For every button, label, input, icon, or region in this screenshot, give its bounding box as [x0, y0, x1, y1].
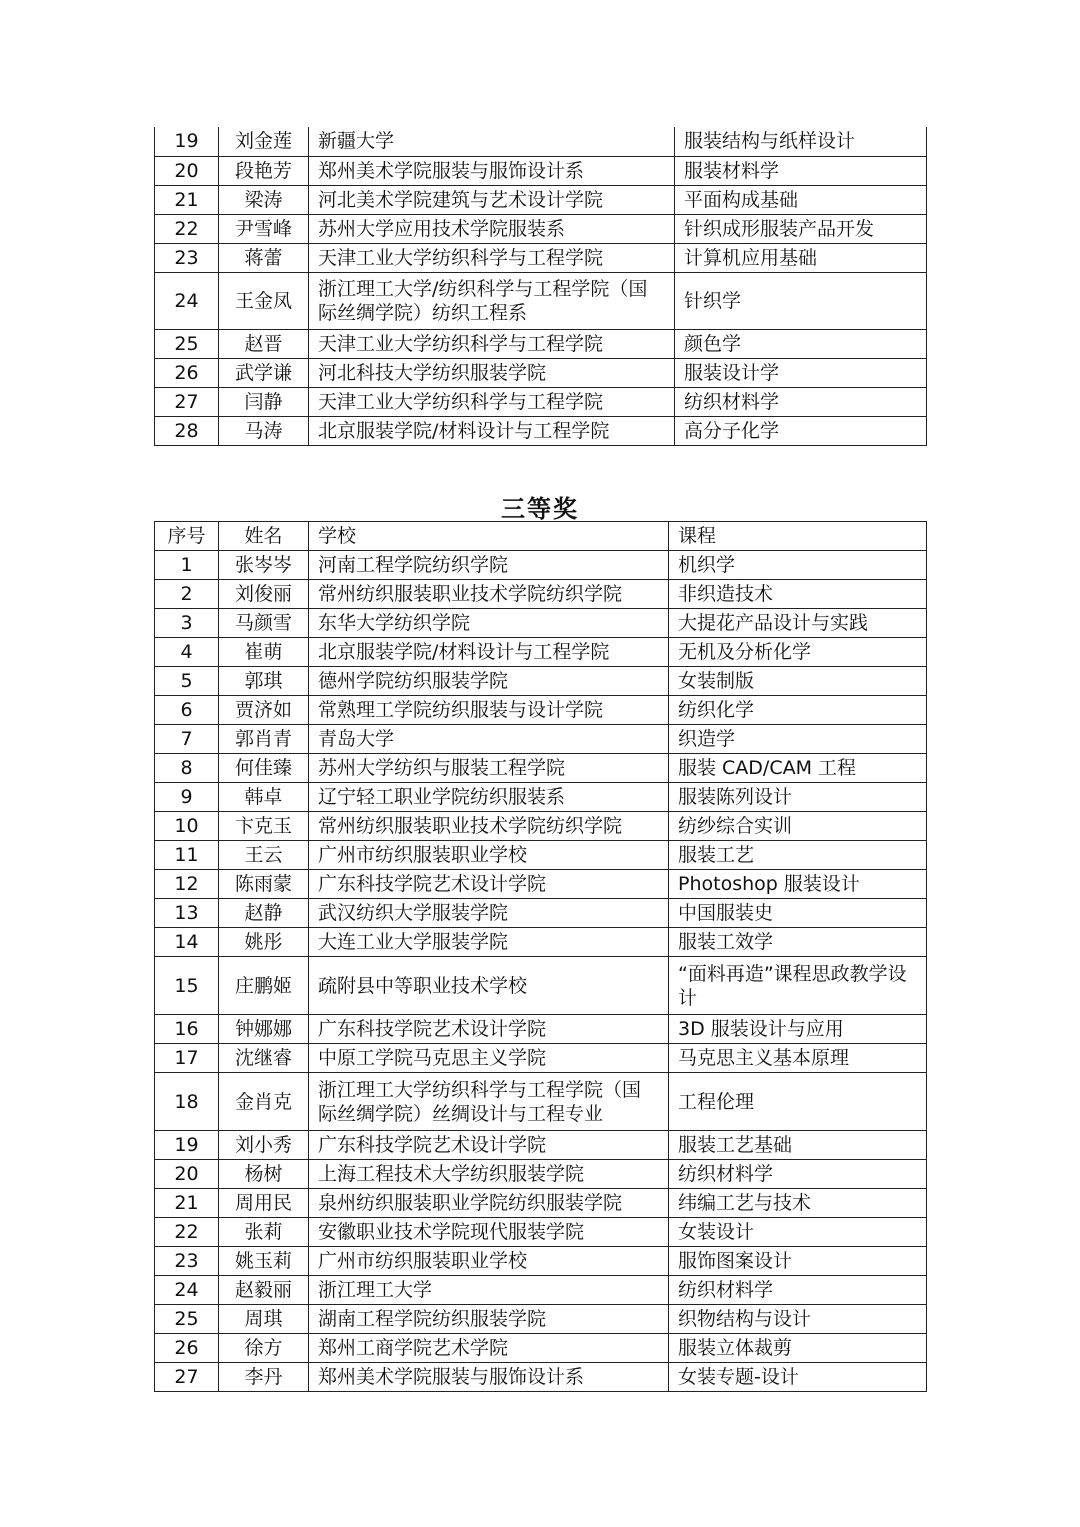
table-row [155, 928, 927, 957]
row-number: 25 [155, 1305, 219, 1334]
row-school: 广东科技学院艺术设计学院 [309, 870, 669, 899]
row-name: 王金凤 [219, 272, 309, 329]
row-school: 广州市纺织服装职业学校 [309, 1247, 669, 1276]
row-number: 23 [155, 243, 219, 272]
table-row [155, 214, 927, 243]
row-name: 武学谦 [219, 358, 309, 387]
row-school: 天津工业大学纺织科学与工程学院 [309, 243, 675, 272]
row-number: 21 [155, 185, 219, 214]
row-school: 青岛大学 [309, 725, 669, 754]
table-row [155, 243, 927, 272]
row-number: 22 [155, 1218, 219, 1247]
row-name: 王云 [219, 841, 309, 870]
row-number: 2 [155, 580, 219, 609]
row-name: 金肖克 [219, 1073, 309, 1131]
row-course: 机织学 [669, 551, 927, 580]
row-number: 13 [155, 899, 219, 928]
header-course: 课程 [669, 522, 927, 551]
row-name: 何佳臻 [219, 754, 309, 783]
row-course: 大提花产品设计与实践 [669, 609, 927, 638]
row-school: 安徽职业技术学院现代服装学院 [309, 1218, 669, 1247]
row-name: 贾济如 [219, 696, 309, 725]
table-row [155, 1305, 927, 1334]
table-row [155, 696, 927, 725]
third-prize-table [154, 521, 927, 1392]
row-number: 19 [155, 127, 219, 156]
row-number: 16 [155, 1015, 219, 1044]
row-school: 苏州大学应用技术学院服装系 [309, 214, 675, 243]
row-school: 河北科技大学纺织服装学院 [309, 358, 675, 387]
row-school: 广东科技学院艺术设计学院 [309, 1015, 669, 1044]
table-row [155, 1276, 927, 1305]
row-number: 3 [155, 609, 219, 638]
row-name: 张莉 [219, 1218, 309, 1247]
row-school: 大连工业大学服装学院 [309, 928, 669, 957]
row-course: 纬编工艺与技术 [669, 1189, 927, 1218]
row-number: 26 [155, 1334, 219, 1363]
row-number: 27 [155, 387, 219, 416]
row-name: 马颜雪 [219, 609, 309, 638]
row-number: 22 [155, 214, 219, 243]
row-school: 天津工业大学纺织科学与工程学院 [309, 329, 675, 358]
table-row [155, 416, 927, 445]
row-school: 常熟理工学院纺织服装与设计学院 [309, 696, 669, 725]
row-number: 23 [155, 1247, 219, 1276]
row-name: 韩卓 [219, 783, 309, 812]
row-school: 德州学院纺织服装学院 [309, 667, 669, 696]
row-number: 12 [155, 870, 219, 899]
row-name: 杨树 [219, 1160, 309, 1189]
table-row [155, 387, 927, 416]
section-title: 三等奖 [501, 495, 579, 523]
row-course: 服装工艺 [669, 841, 927, 870]
table-row [155, 1334, 927, 1363]
row-name: 沈继睿 [219, 1044, 309, 1073]
row-name: 梁涛 [219, 185, 309, 214]
row-course: 纺纱综合实训 [669, 812, 927, 841]
row-course: 针织成形服装产品开发 [675, 214, 927, 243]
row-school: 郑州工商学院艺术学院 [309, 1334, 669, 1363]
row-school: 天津工业大学纺织科学与工程学院 [309, 387, 675, 416]
table-row [155, 272, 927, 329]
row-course: 工程伦理 [669, 1073, 927, 1131]
table-row [155, 1363, 927, 1392]
row-school: 泉州纺织服装职业学院纺织服装学院 [309, 1189, 669, 1218]
row-school: 河北美术学院建筑与艺术设计学院 [309, 185, 675, 214]
row-course: 服装工效学 [669, 928, 927, 957]
table-row [155, 638, 927, 667]
row-course: 服装结构与纸样设计 [675, 127, 927, 156]
row-course: 纺织材料学 [669, 1160, 927, 1189]
table-row [155, 185, 927, 214]
row-name: 卞克玉 [219, 812, 309, 841]
table-row [155, 783, 927, 812]
row-number: 21 [155, 1189, 219, 1218]
row-name: 张岑岑 [219, 551, 309, 580]
row-school: 常州纺织服装职业技术学院纺织学院 [309, 580, 669, 609]
row-name: 蒋蕾 [219, 243, 309, 272]
table-row [155, 1044, 927, 1073]
table-row [155, 1073, 927, 1131]
row-school: 苏州大学纺织与服装工程学院 [309, 754, 669, 783]
row-school: 新疆大学 [309, 127, 675, 156]
row-name: 赵晋 [219, 329, 309, 358]
row-course: 纺织化学 [669, 696, 927, 725]
row-course: 高分子化学 [675, 416, 927, 445]
table-row [155, 580, 927, 609]
row-course: 马克思主义基本原理 [669, 1044, 927, 1073]
row-name: 刘金莲 [219, 127, 309, 156]
row-name: 郭肖青 [219, 725, 309, 754]
row-course: 颜色学 [675, 329, 927, 358]
row-number: 4 [155, 638, 219, 667]
table-row [155, 725, 927, 754]
row-number: 26 [155, 358, 219, 387]
row-course: 服装立体裁剪 [669, 1334, 927, 1363]
row-course: 服装材料学 [675, 156, 927, 185]
table-row [155, 667, 927, 696]
row-school: 浙江理工大学/纺织科学与工程学院（国际丝绸学院）纺织工程系 [309, 272, 675, 329]
row-number: 14 [155, 928, 219, 957]
row-school: 郑州美术学院服装与服饰设计系 [309, 1363, 669, 1392]
row-school: 郑州美术学院服装与服饰设计系 [309, 156, 675, 185]
row-school: 广州市纺织服装职业学校 [309, 841, 669, 870]
table-row [155, 841, 927, 870]
row-course: “面料再造”课程思政教学设计 [669, 957, 927, 1015]
table-row [155, 156, 927, 185]
table-row [155, 899, 927, 928]
row-school: 武汉纺织大学服装学院 [309, 899, 669, 928]
table-row [155, 1160, 927, 1189]
row-name: 刘俊丽 [219, 580, 309, 609]
row-number: 1 [155, 551, 219, 580]
row-name: 赵毅丽 [219, 1276, 309, 1305]
second-prize-continued-table [154, 127, 927, 446]
row-school: 辽宁轻工职业学院纺织服装系 [309, 783, 669, 812]
row-course: 服饰图案设计 [669, 1247, 927, 1276]
table-row [155, 358, 927, 387]
row-course: 平面构成基础 [675, 185, 927, 214]
row-name: 陈雨蒙 [219, 870, 309, 899]
row-name: 庄鹏姬 [219, 957, 309, 1015]
row-school: 中原工学院马克思主义学院 [309, 1044, 669, 1073]
row-name: 姚玉莉 [219, 1247, 309, 1276]
row-number: 5 [155, 667, 219, 696]
row-name: 郭琪 [219, 667, 309, 696]
row-name: 闫静 [219, 387, 309, 416]
header-number: 序号 [155, 522, 219, 551]
row-number: 24 [155, 1276, 219, 1305]
row-course: 无机及分析化学 [669, 638, 927, 667]
row-school: 浙江理工大学纺织科学与工程学院（国际丝绸学院）丝绸设计与工程专业 [309, 1073, 669, 1131]
row-course: 针织学 [675, 272, 927, 329]
row-course: 织物结构与设计 [669, 1305, 927, 1334]
row-course: 女装设计 [669, 1218, 927, 1247]
row-course: 3D 服装设计与应用 [669, 1015, 927, 1044]
row-course: Photoshop 服装设计 [669, 870, 927, 899]
table-row [155, 551, 927, 580]
row-name: 尹雪峰 [219, 214, 309, 243]
row-number: 6 [155, 696, 219, 725]
table-row [155, 1218, 927, 1247]
row-name: 徐方 [219, 1334, 309, 1363]
row-course: 服装 CAD/CAM 工程 [669, 754, 927, 783]
row-school: 北京服装学院/材料设计与工程学院 [309, 638, 669, 667]
row-number: 18 [155, 1073, 219, 1131]
table-row [155, 1131, 927, 1160]
row-course: 织造学 [669, 725, 927, 754]
row-school: 疏附县中等职业技术学校 [309, 957, 669, 1015]
row-course: 非织造技术 [669, 580, 927, 609]
row-school: 湖南工程学院纺织服装学院 [309, 1305, 669, 1334]
row-course: 服装陈列设计 [669, 783, 927, 812]
row-name: 段艳芳 [219, 156, 309, 185]
row-name: 崔萌 [219, 638, 309, 667]
row-number: 19 [155, 1131, 219, 1160]
row-name: 周用民 [219, 1189, 309, 1218]
row-course: 女装专题-设计 [669, 1363, 927, 1392]
header-school: 学校 [309, 522, 669, 551]
table-row [155, 1015, 927, 1044]
row-school: 上海工程技术大学纺织服装学院 [309, 1160, 669, 1189]
row-name: 姚彤 [219, 928, 309, 957]
row-number: 15 [155, 957, 219, 1015]
row-school: 河南工程学院纺织学院 [309, 551, 669, 580]
table-header-row [155, 522, 927, 551]
row-number: 25 [155, 329, 219, 358]
table-row [155, 1189, 927, 1218]
row-name: 马涛 [219, 416, 309, 445]
row-school: 北京服装学院/材料设计与工程学院 [309, 416, 675, 445]
row-course: 计算机应用基础 [675, 243, 927, 272]
row-number: 11 [155, 841, 219, 870]
row-course: 纺织材料学 [669, 1276, 927, 1305]
row-number: 17 [155, 1044, 219, 1073]
row-number: 27 [155, 1363, 219, 1392]
table-row [155, 1247, 927, 1276]
row-number: 28 [155, 416, 219, 445]
table-row [155, 812, 927, 841]
row-course: 服装工艺基础 [669, 1131, 927, 1160]
row-number: 7 [155, 725, 219, 754]
table-row [155, 957, 927, 1015]
table-row [155, 127, 927, 156]
row-course: 中国服装史 [669, 899, 927, 928]
table-row [155, 609, 927, 638]
row-school: 广东科技学院艺术设计学院 [309, 1131, 669, 1160]
row-name: 李丹 [219, 1363, 309, 1392]
table-row [155, 329, 927, 358]
row-school: 常州纺织服装职业技术学院纺织学院 [309, 812, 669, 841]
row-number: 20 [155, 1160, 219, 1189]
row-name: 赵静 [219, 899, 309, 928]
row-school: 浙江理工大学 [309, 1276, 669, 1305]
row-number: 20 [155, 156, 219, 185]
table-row [155, 870, 927, 899]
row-number: 10 [155, 812, 219, 841]
row-number: 8 [155, 754, 219, 783]
row-course: 女装制版 [669, 667, 927, 696]
row-course: 服装设计学 [675, 358, 927, 387]
row-name: 钟娜娜 [219, 1015, 309, 1044]
row-number: 9 [155, 783, 219, 812]
row-number: 24 [155, 272, 219, 329]
row-name: 周琪 [219, 1305, 309, 1334]
header-name: 姓名 [219, 522, 309, 551]
row-course: 纺织材料学 [675, 387, 927, 416]
row-school: 东华大学纺织学院 [309, 609, 669, 638]
row-name: 刘小秀 [219, 1131, 309, 1160]
table-row [155, 754, 927, 783]
